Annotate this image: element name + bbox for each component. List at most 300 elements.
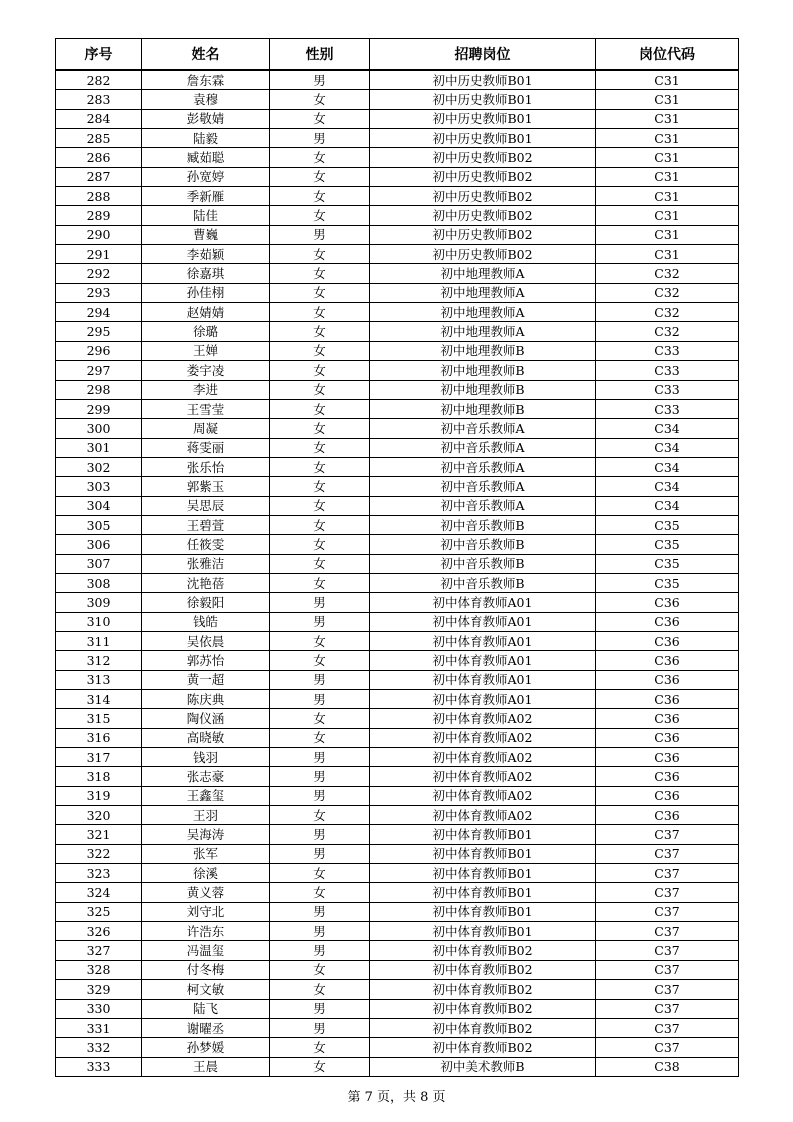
cell-position: 初中历史教师B02: [370, 225, 596, 244]
cell-position-code: C36: [596, 651, 739, 670]
cell-position-code: C37: [596, 844, 739, 863]
cell-position: 初中体育教师A02: [370, 728, 596, 747]
table-row: [56, 1038, 739, 1057]
cell-name: 黄义蓉: [142, 883, 270, 902]
cell-seq: 305: [56, 515, 142, 534]
table-row: [56, 1018, 739, 1037]
cell-gender: 女: [270, 109, 370, 128]
cell-position-code: C34: [596, 457, 739, 476]
cell-position: 初中音乐教师B: [370, 573, 596, 592]
cell-position: 初中音乐教师B: [370, 554, 596, 573]
table-row: [56, 690, 739, 709]
cell-seq: 303: [56, 477, 142, 496]
table-row: [56, 477, 739, 496]
cell-name: 高晓敏: [142, 728, 270, 747]
cell-name: 沈艳蓓: [142, 573, 270, 592]
cell-position-code: C32: [596, 283, 739, 302]
cell-position: 初中音乐教师A: [370, 419, 596, 438]
cell-name: 王晨: [142, 1057, 270, 1076]
cell-position: 初中音乐教师A: [370, 477, 596, 496]
cell-position-code: C31: [596, 129, 739, 148]
cell-gender: 女: [270, 631, 370, 650]
cell-name: 臧茹聪: [142, 148, 270, 167]
cell-gender: 女: [270, 187, 370, 206]
cell-seq: 317: [56, 748, 142, 767]
cell-gender: 女: [270, 303, 370, 322]
cell-seq: 297: [56, 361, 142, 380]
cell-position: 初中体育教师B02: [370, 960, 596, 979]
table-row: [56, 264, 739, 283]
table-header-row: [56, 39, 739, 71]
cell-gender: 女: [270, 90, 370, 109]
cell-seq: 294: [56, 303, 142, 322]
cell-seq: 319: [56, 786, 142, 805]
cell-gender: 女: [270, 477, 370, 496]
cell-seq: 307: [56, 554, 142, 573]
cell-position-code: C35: [596, 515, 739, 534]
cell-seq: 291: [56, 245, 142, 264]
cell-position-code: C31: [596, 225, 739, 244]
cell-name: 陈庆典: [142, 690, 270, 709]
cell-seq: 304: [56, 496, 142, 515]
cell-position-code: C36: [596, 709, 739, 728]
cell-seq: 293: [56, 283, 142, 302]
cell-gender: 女: [270, 651, 370, 670]
cell-name: 郭苏怡: [142, 651, 270, 670]
cell-name: 陆佳: [142, 206, 270, 225]
cell-gender: 女: [270, 283, 370, 302]
table-row: [56, 515, 739, 534]
cell-seq: 296: [56, 341, 142, 360]
cell-position: 初中体育教师A02: [370, 709, 596, 728]
cell-position: 初中地理教师A: [370, 303, 596, 322]
cell-seq: 324: [56, 883, 142, 902]
cell-gender: 女: [270, 883, 370, 902]
cell-name: 吴海涛: [142, 825, 270, 844]
cell-name: 周凝: [142, 419, 270, 438]
cell-position: 初中体育教师B01: [370, 844, 596, 863]
table-row: [56, 361, 739, 380]
cell-position: 初中音乐教师A: [370, 438, 596, 457]
cell-position-code: C31: [596, 90, 739, 109]
table-row: [56, 457, 739, 476]
cell-gender: 女: [270, 148, 370, 167]
cell-gender: 女: [270, 960, 370, 979]
cell-position-code: C37: [596, 999, 739, 1018]
cell-seq: 310: [56, 612, 142, 631]
table-row: [56, 245, 739, 264]
cell-position: 初中美术教师B: [370, 1057, 596, 1076]
cell-gender: 女: [270, 419, 370, 438]
table-row: [56, 709, 739, 728]
cell-seq: 328: [56, 960, 142, 979]
table-row: [56, 109, 739, 128]
cell-position-code: C37: [596, 864, 739, 883]
cell-position-code: C34: [596, 438, 739, 457]
cell-position-code: C31: [596, 148, 739, 167]
cell-name: 张军: [142, 844, 270, 863]
cell-position-code: C34: [596, 419, 739, 438]
table-row: [56, 670, 739, 689]
cell-position: 初中体育教师B02: [370, 1018, 596, 1037]
cell-seq: 287: [56, 167, 142, 186]
table-row: [56, 767, 739, 786]
cell-position: 初中体育教师A01: [370, 690, 596, 709]
cell-position-code: C36: [596, 806, 739, 825]
cell-seq: 312: [56, 651, 142, 670]
cell-name: 王雪莹: [142, 399, 270, 418]
cell-position-code: C35: [596, 535, 739, 554]
cell-position-code: C37: [596, 883, 739, 902]
cell-name: 蒋雯丽: [142, 438, 270, 457]
cell-name: 陆飞: [142, 999, 270, 1018]
table-row: [56, 883, 739, 902]
cell-name: 陶仪涵: [142, 709, 270, 728]
cell-position-code: C37: [596, 980, 739, 999]
table-row: [56, 187, 739, 206]
table-row: [56, 980, 739, 999]
table-row: [56, 438, 739, 457]
cell-gender: 女: [270, 535, 370, 554]
cell-position: 初中地理教师B: [370, 399, 596, 418]
cell-position-code: C37: [596, 825, 739, 844]
cell-gender: 男: [270, 825, 370, 844]
cell-gender: 女: [270, 709, 370, 728]
cell-position-code: C31: [596, 187, 739, 206]
cell-position-code: C35: [596, 573, 739, 592]
cell-gender: 男: [270, 129, 370, 148]
cell-seq: 302: [56, 457, 142, 476]
table-row: [56, 960, 739, 979]
cell-gender: 女: [270, 341, 370, 360]
cell-seq: 313: [56, 670, 142, 689]
cell-seq: 284: [56, 109, 142, 128]
cell-seq: 311: [56, 631, 142, 650]
cell-position: 初中历史教师B02: [370, 148, 596, 167]
cell-seq: 300: [56, 419, 142, 438]
cell-gender: 女: [270, 496, 370, 515]
cell-position-code: C36: [596, 690, 739, 709]
table-row: [56, 206, 739, 225]
cell-seq: 318: [56, 767, 142, 786]
table-row: [56, 631, 739, 650]
cell-name: 徐璐: [142, 322, 270, 341]
cell-gender: 男: [270, 767, 370, 786]
cell-name: 徐毅阳: [142, 593, 270, 612]
cell-gender: 男: [270, 1018, 370, 1037]
cell-gender: 女: [270, 206, 370, 225]
cell-seq: 298: [56, 380, 142, 399]
cell-position-code: C32: [596, 264, 739, 283]
cell-seq: 316: [56, 728, 142, 747]
cell-name: 王鑫玺: [142, 786, 270, 805]
header-position-code: 岗位代码: [596, 39, 739, 71]
cell-gender: 女: [270, 457, 370, 476]
cell-gender: 男: [270, 593, 370, 612]
cell-gender: 女: [270, 438, 370, 457]
cell-position: 初中地理教师B: [370, 341, 596, 360]
cell-position-code: C31: [596, 245, 739, 264]
cell-position: 初中历史教师B02: [370, 206, 596, 225]
cell-gender: 女: [270, 1057, 370, 1076]
table-row: [56, 728, 739, 747]
cell-position-code: C37: [596, 960, 739, 979]
table-row: [56, 902, 739, 921]
cell-seq: 308: [56, 573, 142, 592]
cell-name: 曹巍: [142, 225, 270, 244]
cell-position: 初中体育教师A01: [370, 670, 596, 689]
cell-gender: 女: [270, 399, 370, 418]
cell-position: 初中体育教师B02: [370, 999, 596, 1018]
table-row: [56, 535, 739, 554]
cell-gender: 女: [270, 573, 370, 592]
cell-name: 任筱雯: [142, 535, 270, 554]
header-seq: 序号: [56, 39, 142, 71]
cell-position: 初中体育教师B02: [370, 941, 596, 960]
cell-gender: 男: [270, 612, 370, 631]
cell-gender: 男: [270, 786, 370, 805]
cell-position: 初中体育教师A02: [370, 748, 596, 767]
cell-position: 初中地理教师A: [370, 322, 596, 341]
cell-seq: 329: [56, 980, 142, 999]
cell-position-code: C36: [596, 786, 739, 805]
cell-position: 初中体育教师B01: [370, 922, 596, 941]
table-row: [56, 748, 739, 767]
cell-seq: 321: [56, 825, 142, 844]
header-gender: 性别: [270, 39, 370, 71]
cell-name: 柯文敏: [142, 980, 270, 999]
cell-position-code: C33: [596, 341, 739, 360]
cell-position-code: C37: [596, 902, 739, 921]
cell-position: 初中体育教师A01: [370, 631, 596, 650]
cell-position-code: C37: [596, 941, 739, 960]
cell-name: 季新雁: [142, 187, 270, 206]
cell-seq: 283: [56, 90, 142, 109]
cell-name: 孙梦媛: [142, 1038, 270, 1057]
cell-gender: 女: [270, 728, 370, 747]
cell-name: 许浩东: [142, 922, 270, 941]
page-footer: 第 7 页，共 8 页: [347, 1090, 446, 1105]
cell-seq: 301: [56, 438, 142, 457]
cell-name: 李进: [142, 380, 270, 399]
cell-name: 陆毅: [142, 129, 270, 148]
cell-gender: 男: [270, 941, 370, 960]
cell-name: 王羽: [142, 806, 270, 825]
cell-seq: 320: [56, 806, 142, 825]
cell-position: 初中体育教师B02: [370, 980, 596, 999]
cell-position-code: C36: [596, 767, 739, 786]
table-row: [56, 225, 739, 244]
cell-seq: 299: [56, 399, 142, 418]
cell-position-code: C36: [596, 631, 739, 650]
cell-gender: 男: [270, 70, 370, 90]
cell-position: 初中音乐教师B: [370, 515, 596, 534]
table-row: [56, 825, 739, 844]
cell-gender: 男: [270, 690, 370, 709]
cell-position-code: C37: [596, 1038, 739, 1057]
cell-gender: 女: [270, 264, 370, 283]
cell-position: 初中体育教师B01: [370, 902, 596, 921]
table-row: [56, 844, 739, 863]
cell-position: 初中音乐教师A: [370, 457, 596, 476]
table-row: [56, 554, 739, 573]
cell-position-code: C36: [596, 593, 739, 612]
cell-position: 初中地理教师A: [370, 283, 596, 302]
header-name: 姓名: [142, 39, 270, 71]
cell-name: 钱羽: [142, 748, 270, 767]
cell-position: 初中历史教师B01: [370, 90, 596, 109]
cell-position: 初中体育教师B02: [370, 1038, 596, 1057]
cell-name: 刘守北: [142, 902, 270, 921]
cell-name: 张乐怡: [142, 457, 270, 476]
cell-position: 初中体育教师B01: [370, 883, 596, 902]
table-row: [56, 922, 739, 941]
table-row: [56, 419, 739, 438]
cell-name: 徐溪: [142, 864, 270, 883]
cell-name: 张志豪: [142, 767, 270, 786]
cell-name: 徐嘉琪: [142, 264, 270, 283]
cell-gender: 男: [270, 999, 370, 1018]
cell-position-code: C33: [596, 380, 739, 399]
cell-position: 初中音乐教师A: [370, 496, 596, 515]
table-body: [56, 70, 739, 1076]
cell-name: 詹东霖: [142, 70, 270, 90]
cell-position-code: C36: [596, 612, 739, 631]
cell-name: 王婵: [142, 341, 270, 360]
cell-position-code: C33: [596, 361, 739, 380]
cell-gender: 男: [270, 748, 370, 767]
cell-position: 初中体育教师B01: [370, 864, 596, 883]
cell-gender: 男: [270, 844, 370, 863]
table-row: [56, 573, 739, 592]
cell-name: 冯温玺: [142, 941, 270, 960]
cell-seq: 314: [56, 690, 142, 709]
cell-position: 初中体育教师B01: [370, 825, 596, 844]
cell-seq: 306: [56, 535, 142, 554]
cell-position-code: C36: [596, 748, 739, 767]
cell-position-code: C32: [596, 322, 739, 341]
cell-name: 袁穆: [142, 90, 270, 109]
table-row: [56, 999, 739, 1018]
cell-position-code: C36: [596, 728, 739, 747]
cell-name: 王碧萱: [142, 515, 270, 534]
table-row: [56, 806, 739, 825]
cell-name: 李茹颖: [142, 245, 270, 264]
cell-position: 初中历史教师B01: [370, 109, 596, 128]
table-row: [56, 399, 739, 418]
table-row: [56, 612, 739, 631]
cell-gender: 女: [270, 380, 370, 399]
cell-position-code: C31: [596, 206, 739, 225]
cell-position-code: C32: [596, 303, 739, 322]
cell-position-code: C33: [596, 399, 739, 418]
cell-position: 初中地理教师A: [370, 264, 596, 283]
cell-name: 孙佳栩: [142, 283, 270, 302]
table-row: [56, 341, 739, 360]
cell-position: 初中历史教师B02: [370, 245, 596, 264]
cell-seq: 315: [56, 709, 142, 728]
cell-position-code: C35: [596, 554, 739, 573]
cell-gender: 女: [270, 322, 370, 341]
cell-name: 郭紫玉: [142, 477, 270, 496]
cell-seq: 292: [56, 264, 142, 283]
cell-position-code: C31: [596, 70, 739, 90]
cell-gender: 男: [270, 225, 370, 244]
cell-name: 黄一超: [142, 670, 270, 689]
cell-position-code: C31: [596, 167, 739, 186]
cell-name: 彭敬婧: [142, 109, 270, 128]
table-row: [56, 593, 739, 612]
cell-seq: 282: [56, 70, 142, 90]
cell-name: 娄宇凌: [142, 361, 270, 380]
cell-position-code: C36: [596, 670, 739, 689]
cell-name: 吴思辰: [142, 496, 270, 515]
cell-gender: 女: [270, 515, 370, 534]
cell-seq: 325: [56, 902, 142, 921]
table-row: [56, 283, 739, 302]
cell-gender: 男: [270, 670, 370, 689]
table-row: [56, 167, 739, 186]
cell-gender: 女: [270, 554, 370, 573]
cell-gender: 女: [270, 1038, 370, 1057]
cell-seq: 286: [56, 148, 142, 167]
cell-position: 初中历史教师B02: [370, 187, 596, 206]
table-row: [56, 70, 739, 90]
cell-position-code: C37: [596, 1018, 739, 1037]
cell-position: 初中体育教师A01: [370, 612, 596, 631]
table-row: [56, 651, 739, 670]
cell-seq: 330: [56, 999, 142, 1018]
cell-gender: 女: [270, 245, 370, 264]
cell-seq: 332: [56, 1038, 142, 1057]
cell-position-code: C38: [596, 1057, 739, 1076]
table-row: [56, 941, 739, 960]
cell-seq: 323: [56, 864, 142, 883]
cell-position: 初中音乐教师B: [370, 535, 596, 554]
table-row: [56, 303, 739, 322]
cell-gender: 男: [270, 902, 370, 921]
table-row: [56, 380, 739, 399]
cell-position: 初中体育教师A02: [370, 806, 596, 825]
cell-position-code: C34: [596, 477, 739, 496]
cell-gender: 男: [270, 922, 370, 941]
cell-name: 孙宽婷: [142, 167, 270, 186]
cell-seq: 326: [56, 922, 142, 941]
cell-seq: 290: [56, 225, 142, 244]
cell-seq: 333: [56, 1057, 142, 1076]
table-row: [56, 148, 739, 167]
header-position: 招聘岗位: [370, 39, 596, 71]
table-row: [56, 129, 739, 148]
cell-seq: 285: [56, 129, 142, 148]
cell-position: 初中历史教师B02: [370, 167, 596, 186]
cell-position: 初中历史教师B01: [370, 70, 596, 90]
cell-gender: 女: [270, 980, 370, 999]
roster-table: [55, 38, 739, 1077]
cell-position: 初中体育教师A01: [370, 651, 596, 670]
table-row: [56, 1057, 739, 1076]
cell-position: 初中体育教师A02: [370, 786, 596, 805]
cell-name: 付冬梅: [142, 960, 270, 979]
cell-gender: 女: [270, 864, 370, 883]
cell-name: 谢曜丞: [142, 1018, 270, 1037]
table-row: [56, 90, 739, 109]
cell-position: 初中体育教师A01: [370, 593, 596, 612]
table-row: [56, 496, 739, 515]
cell-name: 张雅洁: [142, 554, 270, 573]
cell-name: 钱皓: [142, 612, 270, 631]
cell-seq: 295: [56, 322, 142, 341]
